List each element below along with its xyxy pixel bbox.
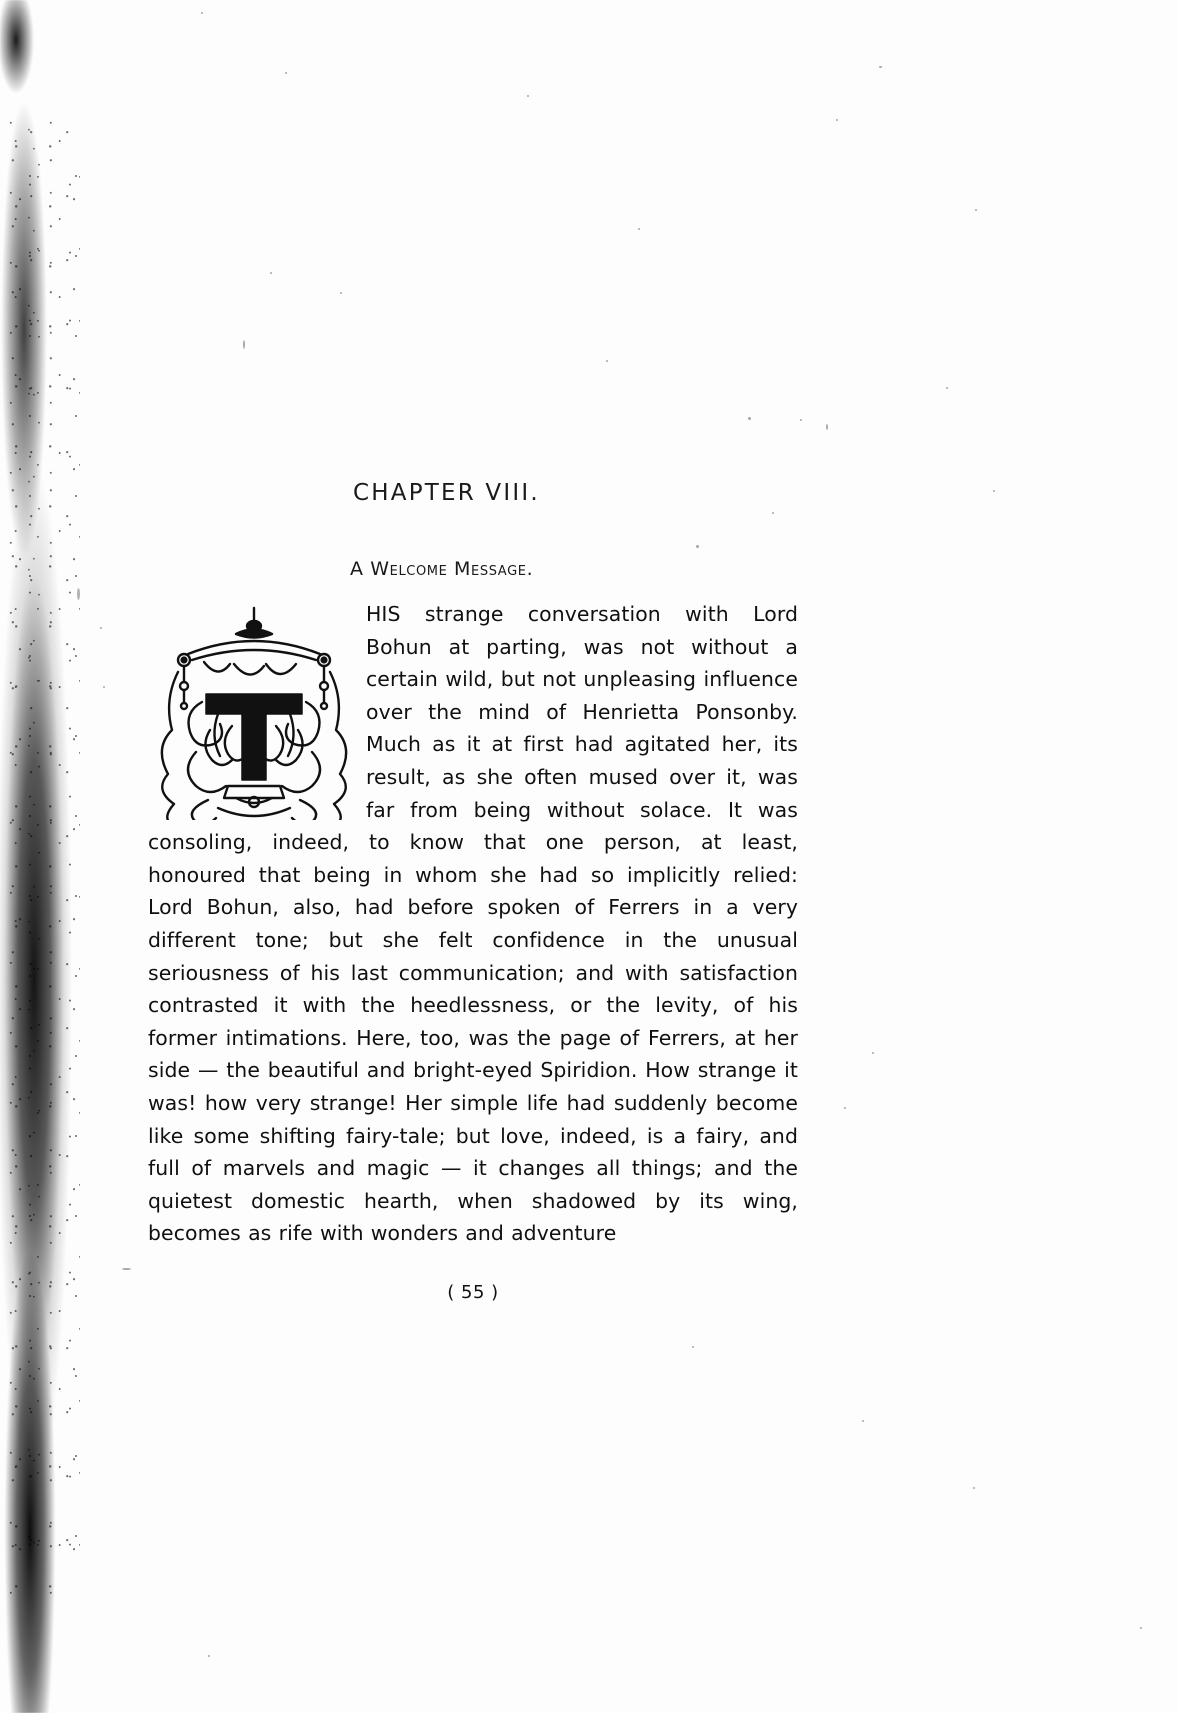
chapter-subtitle: A Welcome Message. — [350, 558, 534, 580]
page-text-column — [148, 480, 798, 1250]
chapter-heading: CHAPTER VIII. — [353, 480, 540, 506]
page-number: ( 55 ) — [447, 1282, 499, 1303]
binding-gutter-shadow — [0, 0, 90, 1713]
body-paragraph-text: HIS strange conversation with Lord Bohun at parting, was not without a certain wild, but not unpleasing influence over the mind of Henrietta Ponsonby. Much as it at first had agitated her, its result, as she often mused over it, was far from being without solace. It was consoling, indeed, to know that one person, at least, honoured that being in whom she had so implicitly relied: Lord Bohun, also, had before spoken of Ferrers in a very different tone; but she felt confidence in the unusual seriousness of his last communication; and with satisfaction contrasted it with the heedlessness, or the levity, of his former intimations. Here, too, was the page of Ferrers, at her side — the beautiful and bright-eyed Spiridion. How strange it was! how very strange! Her simple life had suddenly become like some shifting fairy-tale; but love, indeed, is a fairy, and full of marvels and magic — it changes all things; and the quietest domestic hearth, when shadowed by its wing, becomes as rife with wonders and adventure — [148, 602, 798, 1246]
scan-noise-speckle — [6, 120, 80, 1600]
drop-cap-ornament-icon — [148, 602, 360, 820]
